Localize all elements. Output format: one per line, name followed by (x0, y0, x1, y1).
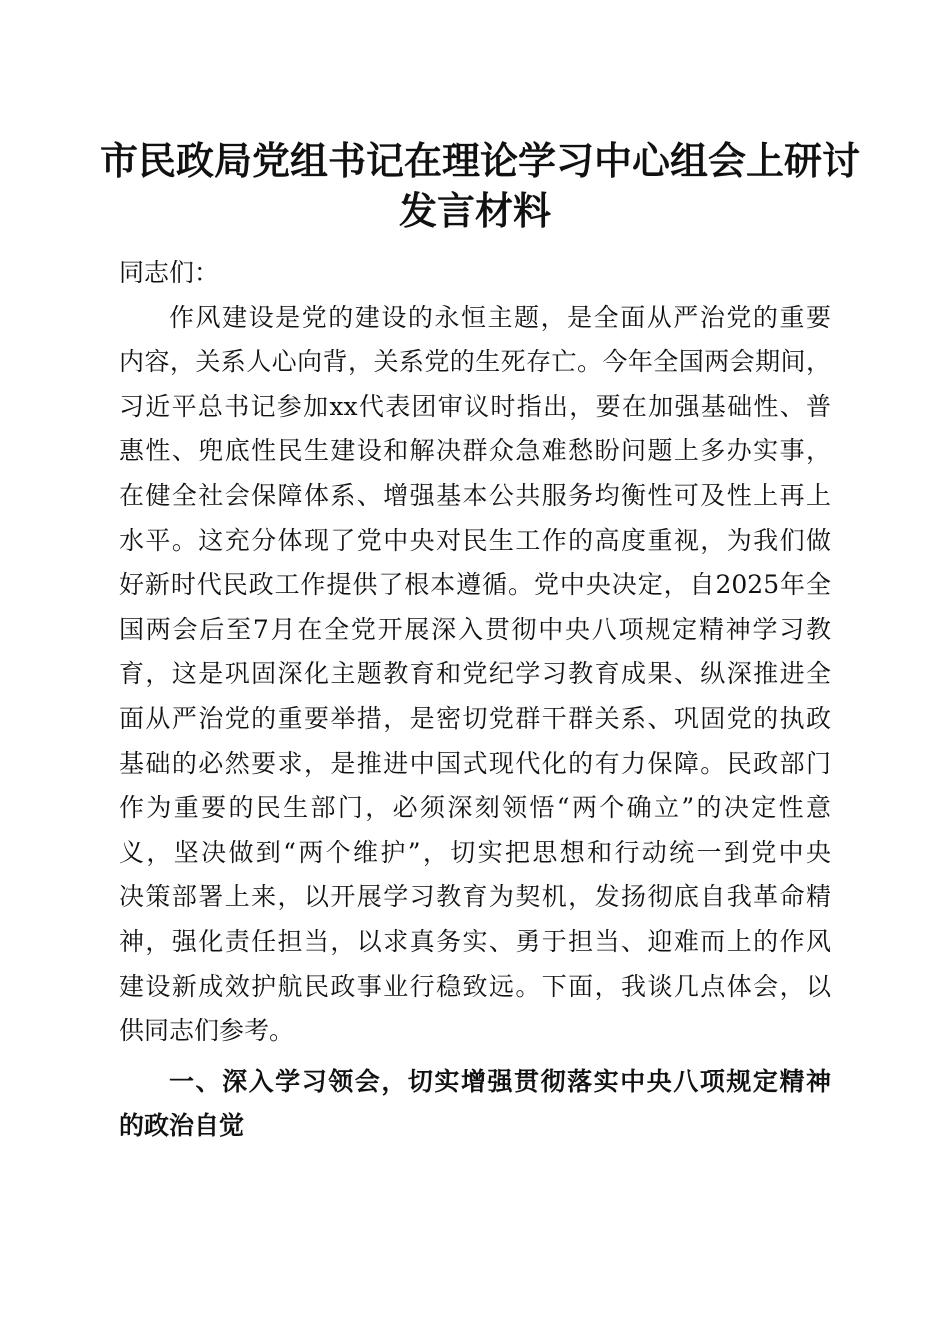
paragraph-line: 在健全社会保障体系、增强基本公共服务均衡性可及性上再上 (119, 480, 831, 510)
paragraph-line: 建设新成效护航民政事业行稳致远。下面，我谈几点体会，以 (119, 971, 831, 1001)
salutation: 同志们： (119, 258, 220, 287)
paragraph-line: 作风建设是党的建设的永恒主题，是全面从严治党的重要 (169, 302, 831, 332)
heading-line: 一、深入学习领会，切实增强贯彻落实中央八项规定精神 (169, 1066, 831, 1096)
heading-line: 的政治自觉 (119, 1111, 245, 1141)
title-line: 发言材料 (398, 188, 551, 233)
paragraph-line: 供同志们参考。 (119, 1016, 295, 1046)
paragraph-line: 育，这是巩固深化主题教育和党纪学习教育成果、纵深推进全 (119, 659, 831, 689)
paragraph-intro (119, 296, 831, 1054)
title-line: 市民政局党组书记在理论学习中心组会上研讨 (100, 138, 861, 183)
paragraph-line: 惠性、兜底性民生建设和解决群众急难愁盼问题上多办实事， (119, 436, 831, 466)
paragraph-line: 面从严治党的重要举措，是密切党群干群关系、巩固党的执政 (119, 703, 831, 733)
paragraph-line: 作为重要的民生部门，必须深刻领悟“两个确立”的决定性意 (119, 793, 831, 823)
paragraph-line: 神，强化责任担当，以求真务实、勇于担当、迎难而上的作风 (119, 926, 831, 956)
paragraph-line: 义，坚决做到“两个维护”，切实把思想和行动统一到党中央 (119, 837, 831, 867)
paragraph-line: 决策部署上来，以开展学习教育为契机，发扬彻底自我革命精 (119, 882, 831, 912)
paragraph-line: 国两会后至7月在全党开展深入贯彻中央八项规定精神学习教 (119, 614, 831, 644)
document-title (100, 136, 861, 236)
paragraph-line: 基础的必然要求，是推进中国式现代化的有力保障。民政部门 (119, 748, 831, 778)
document-body (119, 251, 831, 1149)
paragraph-line: 水平。这充分体现了党中央对民生工作的高度重视，为我们做 (119, 525, 831, 555)
paragraph-line: 好新时代民政工作提供了根本遵循。党中央决定，自2025年全 (119, 570, 831, 600)
section-heading-1 (119, 1060, 831, 1149)
paragraph-line: 内容，关系人心向背，关系党的生死存亡。今年全国两会期间， (119, 347, 831, 377)
paragraph-line: 习近平总书记参加xx代表团审议时指出，要在加强基础性、普 (119, 391, 831, 421)
